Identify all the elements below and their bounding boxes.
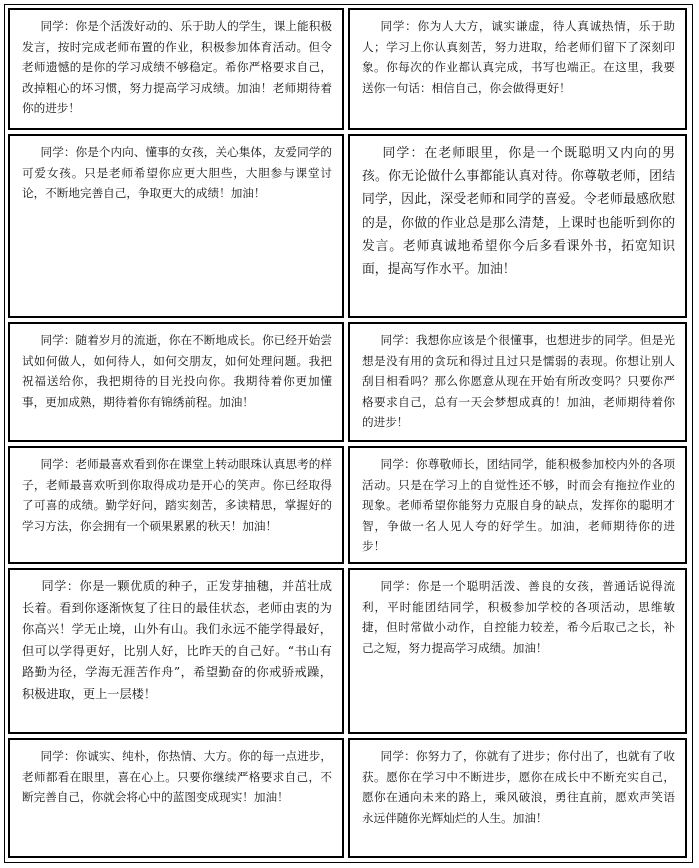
comment-text: 同学：随着岁月的流逝，你在不断地成长。你已经开始尝试如何做人，如何待人，如何交朋友，如何处理问题。我把祝福送给你，我把期待的目光投向你。我期待着你更加懂事，更加成熟，期待着你有锦绣前程。加油！ (22, 333, 332, 409)
comment-cell-7 (8, 446, 344, 564)
comment-cell-11 (8, 738, 344, 858)
comment-text: 同学：你为人大方，诚实谦虚，待人真诚热情，乐于助人；学习上你认真刻苦，努力进取，给老师们留下了深刻印象。你每次的作业都认真完成，书写也端正。在这里，我要送你一句话：相信自己，你会做得更好！ (362, 19, 675, 95)
comment-cell-4 (348, 134, 687, 318)
comment-text: 同学：在老师眼里，你是一个既聪明又内向的男孩。你无论做什么事都能认真对待。你尊敬老师，团结同学，因此，深受老师和同学的喜爱。令老师最感欣慰的是，你做的作业总是那么清楚，上课时也能听到你的发言。老师真诚地希望你今后多看课外书，拓宽知识面，提高写作水平。加油！ (362, 146, 675, 278)
comment-text: 同学：你努力了，你就有了进步；你付出了，也就有了收获。愿你在学习中不断进步，愿你在成长中不断充实自己，愿你在通向未来的路上，乘风破浪，勇往直前，愿欢声笑语永远伴随你光辉灿烂的人生。加油！ (362, 749, 675, 825)
comment-cell-8 (348, 446, 687, 564)
comment-cell-5 (8, 322, 344, 442)
comment-text: 同学：你是一颗优质的种子，正发芽抽穗，并茁壮成长着。看到你逐渐恢复了往日的最佳状态，老师由衷的为你高兴！学无止境，山外有山。我们永远不能学得最好，但可以学得更好，比别人好，比昨天的自己好。“书山有路勤为径，学海无涯苦作舟”，希望勤奋的你戒骄戒躁，积极进取，更上一层楼！ (22, 579, 332, 701)
comment-cell-3 (8, 134, 344, 318)
comment-cell-9 (8, 568, 344, 734)
comment-cell-1 (8, 8, 344, 130)
comment-text: 同学：你尊敬师长，团结同学，能积极参加校内外的各项活动。只是在学习上的自觉性还不够，时而会有拖拉作业的现象。老师希望你能努力克服自身的缺点，发挥你的聪明才智，争做一名人见人夸的好学生。加油，老师期待你的进步！ (362, 457, 675, 553)
comment-text: 同学：你是个活泼好动的、乐于助人的学生，课上能积极发言，按时完成老师布置的作业，积极参加体育活动。但令老师遗憾的是你的学习成绩不够稳定。希你严格要求自己，改掉粗心的坏习惯，努力提高学习成绩。加油！老师期待着你的进步！ (22, 19, 332, 115)
comment-text: 同学：老师最喜欢看到你在课堂上转动眼珠认真思考的样子，老师最喜欢听到你取得成功是开心的笑声。你已经取得了可喜的成绩。勤学好问，踏实刻苦，多读精思，掌握好的学习方法，你会拥有一个硕果累累的秋天！加油！ (22, 457, 332, 533)
comment-text: 同学：你诚实、纯朴，你热情、大方。你的每一点进步，老师都看在眼里，喜在心上。只要你继续严格要求自己，不断完善自己，你就会将心中的蓝图变成现实！加油！ (22, 749, 332, 804)
comment-text: 同学：你是一个聪明活泼、善良的女孩，普通话说得流利，平时能团结同学，积极参加学校的各项活动，思维敏捷，但时常做小动作，自控能力较差，希今后取己之长，补己之短，努力提高学习成绩。加油！ (362, 579, 675, 655)
comment-cell-10 (348, 568, 687, 734)
comment-cell-12 (348, 738, 687, 858)
comment-cell-6 (348, 322, 687, 442)
comment-text: 同学：你是个内向、懂事的女孩，关心集体，友爱同学的可爱女孩。只是老师希望你应更大胆些，大胆参与课堂讨论，不断地完善自己，争取更大的成绩！加油！ (22, 145, 332, 200)
comment-text: 同学：我想你应该是个很懂事，也想进步的同学。但是光想是没有用的贪玩和得过且过只是懦弱的表现。你想让别人刮目相看吗？那么你愿意从现在开始有所改变吗？只要你严格要求自己，总有一天会梦想成真的！加油，老师期待着你的进步！ (362, 333, 675, 429)
comment-cell-2 (348, 8, 687, 130)
